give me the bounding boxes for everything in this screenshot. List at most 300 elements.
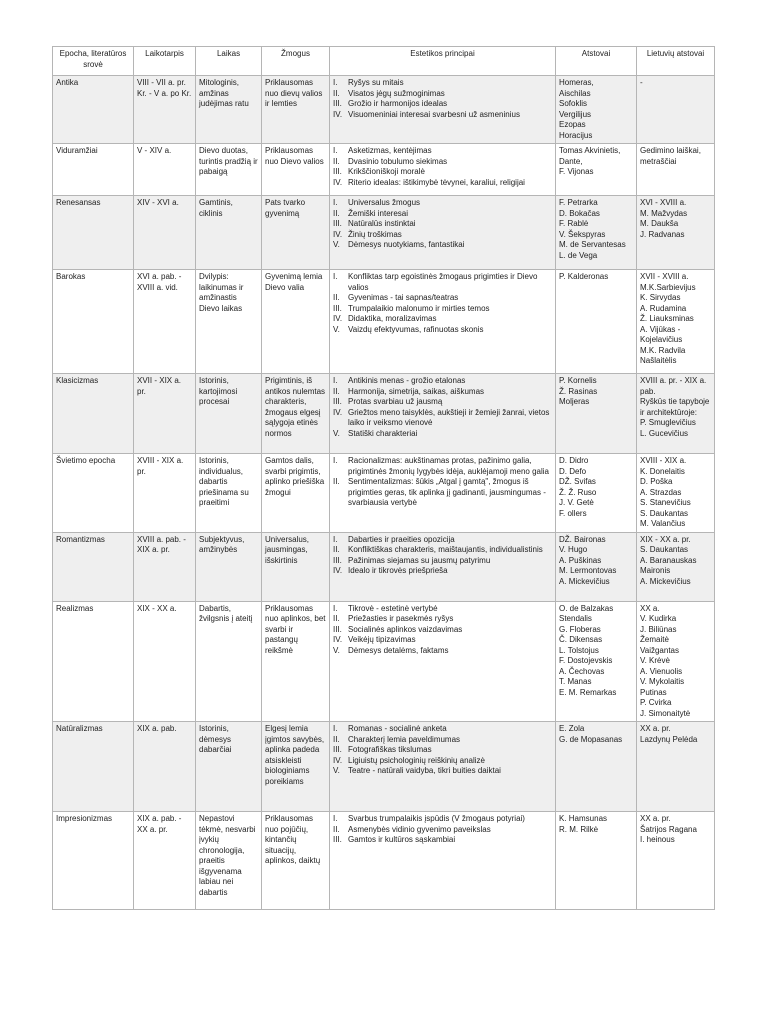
representative-name: Ž. Ž. Ruso (559, 487, 597, 497)
lt-representative-name: L. Gucevičius (640, 428, 689, 438)
principle-item (333, 604, 552, 615)
laikas-cell: Subjektyvus, amžinybės (196, 532, 262, 601)
principle-item (333, 735, 552, 746)
literature-epochs-table (52, 46, 715, 910)
principle-number: I. (333, 456, 338, 465)
principle-number: IV. (333, 635, 343, 644)
representative-name: A. Mickevičius (559, 576, 610, 586)
lt-representative-name: V. Krėvė (640, 656, 670, 665)
principle-item (333, 745, 552, 756)
principle-text: Konfliktiškas charakteris, maištaujantis, individualistinis (348, 545, 543, 554)
principle-item (333, 219, 552, 230)
principles-list (333, 724, 552, 777)
principai-cell (330, 76, 556, 144)
principle-number: III. (333, 555, 342, 565)
representative-name: P. Kalderonas (559, 272, 609, 281)
laikotarpis-cell: V - XIV a. (134, 144, 196, 196)
representative-name: E. M. Remarkas (559, 687, 617, 697)
principle-number: II. (333, 614, 340, 623)
principle-text: Romanas - socialinė anketa (348, 724, 447, 733)
lt-representative-name: Ž. Liauksminas (640, 314, 694, 323)
principle-number: IV. (333, 229, 343, 239)
col-header-laikas: Laikas (196, 47, 262, 76)
lt-representative-name: J. Radvanas (640, 229, 685, 239)
principle-text: Asmenybės vidinio gyvenimo paveikslas (348, 824, 491, 834)
representative-name: G. Floberas (559, 624, 601, 634)
laikotarpis-cell: XIV - XVI a. (134, 196, 196, 270)
laikas-cell: Istorinis, individualus, dabartis priešinama su praeitimi (196, 454, 262, 533)
principle-text: Charakterį lemia paveldimumas (348, 734, 461, 744)
principle-text: Krikščioniškoji moralė (348, 167, 425, 176)
principle-number: III. (333, 397, 342, 406)
lt-representative-name: P. Smuglevičius (640, 418, 696, 427)
epocha-cell: Barokas (53, 270, 134, 374)
representative-name: J. V. Getė (559, 498, 594, 507)
principai-cell (330, 601, 556, 722)
lt-atstovai-cell (637, 270, 715, 374)
representative-name: DŽ. Baironas (559, 534, 606, 544)
representative-name: A. Puškinas (559, 555, 602, 565)
lt-atstovai-cell (637, 374, 715, 454)
atstovai-cell (556, 144, 637, 196)
laikotarpis-cell: XIX - XX a. (134, 601, 196, 722)
zmogus-cell: Priklausomas nuo Dievo valios (262, 144, 330, 196)
principle-text: Konfliktas tarp egoistinės žmogaus prigimties ir Dievo valios (348, 272, 538, 292)
principles-list (333, 604, 552, 657)
principle-item (333, 477, 552, 509)
representative-name: Aischilas (559, 88, 591, 98)
principle-item (333, 304, 552, 315)
principles-list (333, 198, 552, 251)
principai-cell (330, 532, 556, 601)
principle-text: Dėmesys nuotykiams, fantastikai (348, 240, 465, 249)
epocha-cell: Švietimo epocha (53, 454, 134, 533)
representative-name: F. Vijonas (559, 167, 594, 176)
principles-list (333, 456, 552, 509)
atstovai-cell (556, 532, 637, 601)
representative-name: L. Tolstojus (559, 645, 599, 655)
principle-item (333, 625, 552, 636)
representative-name: Č. Dikensas (559, 635, 603, 644)
principle-number: V. (333, 240, 340, 249)
principles-list (333, 78, 552, 120)
representative-name: O. de Balzakas (559, 603, 614, 613)
principle-item (333, 167, 552, 178)
lt-representative-name: A. Strazdas (640, 487, 682, 497)
principle-number: III. (333, 167, 342, 176)
representative-name: Horacijus (559, 130, 593, 140)
principle-number: II. (333, 88, 340, 98)
zmogus-cell: Priklausomas nuo dievų valios ir lemties (262, 76, 330, 144)
representative-name: E. Zola (559, 724, 585, 733)
lt-representative-name: XVIII - XIX a. (640, 456, 687, 465)
laikas-cell: Dabartis, žvilgsnis į ateitį (196, 601, 262, 722)
principle-item (333, 535, 552, 546)
principle-number: III. (333, 624, 342, 634)
lt-representative-name: Vaižgantas (640, 645, 679, 655)
laikotarpis-cell: XVI a. pab. - XVIII a. vid. (134, 270, 196, 374)
representative-name: P. Kornelis (559, 376, 597, 385)
representative-name: F. Rablė (559, 219, 589, 228)
principle-text: Gamtos ir kultūros sąskambiai (348, 835, 456, 844)
representative-name: Homeras, (559, 78, 594, 87)
principle-number: V. (333, 324, 340, 334)
representative-name: D. Bokačas (559, 208, 600, 218)
representative-name: F. Petrarka (559, 198, 598, 207)
col-header-atstovai: Atstovai (556, 47, 637, 76)
principai-cell (330, 270, 556, 374)
representative-name: L. de Vega (559, 250, 598, 260)
atstovai-cell (556, 374, 637, 454)
lt-representative-name: Gedimino laiškai, metraščiai (640, 146, 701, 166)
principle-text: Statiški charakteriai (348, 428, 418, 438)
principle-item (333, 110, 552, 121)
principle-item (333, 766, 552, 777)
principle-text: Didaktika, moralizavimas (348, 314, 437, 323)
representative-name: D. Didro (559, 456, 589, 465)
principle-number: II. (333, 477, 340, 486)
principle-number: I. (333, 376, 338, 385)
epocha-cell: Impresionizmas (53, 812, 134, 910)
principle-item (333, 614, 552, 625)
laikas-cell: Istorinis, dėmesys dabarčiai (196, 722, 262, 812)
lt-representative-name: XX a. pr. (640, 814, 671, 823)
atstovai-cell (556, 270, 637, 374)
principle-item (333, 566, 552, 577)
principle-number: II. (333, 156, 340, 166)
principle-text: Dvasinio tobulumo siekimas (348, 156, 448, 166)
table-row (53, 196, 715, 270)
representative-name: M. Lermontovas (559, 566, 617, 575)
laikotarpis-cell: XVII - XIX a. pr. (134, 374, 196, 454)
zmogus-cell: Pats tvarko gyvenimą (262, 196, 330, 270)
atstovai-cell (556, 722, 637, 812)
principle-text: Priežasties ir pasekmės ryšys (348, 614, 454, 623)
table-row (53, 374, 715, 454)
principle-number: I. (333, 146, 338, 155)
principle-item (333, 397, 552, 408)
lt-atstovai-cell (637, 454, 715, 533)
principle-item (333, 635, 552, 646)
lt-atstovai-cell (637, 601, 715, 722)
principle-number: V. (333, 645, 340, 655)
lt-representative-name: M. Mažvydas (640, 208, 688, 218)
principle-number: III. (333, 745, 342, 754)
epocha-cell: Realizmas (53, 601, 134, 722)
principai-cell (330, 454, 556, 533)
laikas-cell: Istorinis, kartojimosi procesai (196, 374, 262, 454)
lt-atstovai-cell (637, 812, 715, 910)
principle-text: Ryšys su mitais (348, 78, 404, 87)
table-row (53, 76, 715, 144)
col-header-lt-atstovai: Lietuvių atstovai (637, 47, 715, 76)
principle-text: Antikinis menas - grožio etalonas (348, 376, 466, 385)
col-header-epocha: Epocha, literatūros srovė (53, 47, 134, 76)
principle-text: Griežtos meno taisyklės, aukštieji ir žemieji žanrai, vietos laiko ir veiksmo vienovė (348, 407, 550, 427)
principle-text: Asketizmas, kentėjimas (348, 146, 432, 155)
lt-representative-name: XVI - XVIII a. (640, 198, 687, 207)
principle-item (333, 209, 552, 220)
lt-representative-name: Maironis (640, 566, 671, 575)
principle-number: IV. (333, 407, 343, 417)
lt-representative-name: M.K. Radvila Našlaitėlis (640, 345, 686, 365)
lt-atstovai-cell (637, 196, 715, 270)
principle-number: IV. (333, 755, 343, 765)
principle-text: Natūralūs instinktai (348, 219, 416, 228)
principle-item (333, 646, 552, 657)
representative-name: D. Defo (559, 466, 587, 476)
principle-text: Riterio idealas: ištikimybė tėvynei, karaliui, religijai (348, 177, 525, 187)
principle-number: II. (333, 824, 340, 834)
lt-representative-name: P. Cvirka (640, 698, 672, 707)
lt-representative-name: K. Donelaitis (640, 466, 685, 476)
col-header-laikotarpis: Laikotarpis (134, 47, 196, 76)
principle-item (333, 724, 552, 735)
principle-number: V. (333, 766, 340, 775)
laikas-cell: Mitologinis, amžinas judėjimas ratu (196, 76, 262, 144)
lt-representative-name: V. Kudirka (640, 614, 677, 623)
epocha-cell: Viduramžiai (53, 144, 134, 196)
lt-representative-name: I. heinous (640, 835, 675, 844)
representative-name: Stendalis (559, 614, 592, 623)
principle-number: II. (333, 545, 340, 554)
principle-number: II. (333, 734, 340, 744)
principle-text: Trumpalaikio malonumo ir mirties temos (348, 303, 490, 313)
lt-representative-name: A. Vijūkas - Kojelavičius (640, 324, 683, 344)
atstovai-cell (556, 76, 637, 144)
lt-representative-name: - (640, 78, 643, 87)
representative-name: F. ollers (559, 508, 587, 518)
table-row (53, 454, 715, 533)
principle-text: Gyvenimas - tai sapnas/teatras (348, 293, 459, 302)
table-body (53, 76, 715, 910)
laikas-cell: Gamtinis, ciklinis (196, 196, 262, 270)
principle-text: Universalus žmogus (348, 198, 421, 207)
lt-atstovai-cell (637, 76, 715, 144)
principle-number: I. (333, 272, 338, 281)
laikotarpis-cell: XIX a. pab. (134, 722, 196, 812)
lt-atstovai-cell (637, 722, 715, 812)
lt-representative-name: S. Stanevičius (640, 498, 691, 507)
principai-cell (330, 722, 556, 812)
lt-representative-name: S. Daukantas (640, 545, 689, 554)
principle-item (333, 325, 552, 336)
representative-name: Vergilijus (559, 109, 592, 119)
representative-name: K. Hamsunas (559, 814, 608, 823)
principle-item (333, 146, 552, 157)
principle-text: Ligiuistų psichologinių reiškinių analizė (348, 755, 485, 765)
table-row (53, 812, 715, 910)
lt-representative-name: D. Poška (640, 477, 673, 486)
principle-number: III. (333, 303, 342, 313)
lt-representative-name: A. Rudamina (640, 303, 687, 313)
table-row (53, 601, 715, 722)
principle-text: Žinių troškimas (348, 229, 402, 239)
lt-atstovai-cell (637, 532, 715, 601)
principle-text: Protas svarbiau už jausmą (348, 397, 443, 406)
principle-text: Teatre - natūrali vaidyba, tikri buities daiktai (348, 766, 501, 775)
principle-item (333, 429, 552, 440)
laikas-cell: Dievo duotas, turintis pradžią ir pabaigą (196, 144, 262, 196)
principai-cell (330, 144, 556, 196)
principle-item (333, 240, 552, 251)
principles-list (333, 376, 552, 439)
principle-number: I. (333, 724, 338, 733)
lt-representative-name: A. Mickevičius (640, 576, 691, 586)
representative-name: Dante, (559, 156, 583, 166)
principle-number: II. (333, 386, 340, 396)
principle-item (333, 376, 552, 387)
lt-representative-name: V. Mykolaitis Putinas (640, 677, 685, 697)
laikas-cell: Dvilypis: laikinumas ir amžinastis Dievo laikas (196, 270, 262, 374)
principle-item (333, 78, 552, 89)
principle-number: II. (333, 293, 340, 302)
lt-representative-name: J. Simonaitytė (640, 708, 691, 718)
laikas-cell: Nepastovi tėkmė, nesvarbi įvykių chronologija, praeitis išgyvenama labiau nei dabartis (196, 812, 262, 910)
col-header-zmogus: Žmogus (262, 47, 330, 76)
principle-text: Visuomeniniai interesai svarbesni už asmeninius (348, 109, 520, 119)
principle-text: Dėmesys detalėms, faktams (348, 645, 449, 655)
principle-item (333, 272, 552, 293)
representative-name: Ezopas (559, 120, 586, 129)
principle-item (333, 293, 552, 304)
table-row (53, 722, 715, 812)
principles-list (333, 814, 552, 846)
representative-name: Ž. Rasinas (559, 386, 598, 396)
principle-text: Idealo ir tikrovės priešprieša (348, 566, 448, 575)
principle-text: Pažinimas siejamas su jausmų patyrimu (348, 555, 491, 565)
principle-item (333, 825, 552, 836)
representative-name: M. de Servantesas (559, 240, 626, 249)
principle-item (333, 230, 552, 241)
principle-number: I. (333, 603, 338, 613)
lt-atstovai-cell (637, 144, 715, 196)
lt-representative-name: Žemaitė (640, 635, 669, 644)
zmogus-cell: Gyvenimą lemia Dievo valia (262, 270, 330, 374)
lt-representative-name: K. Sirvydas (640, 293, 681, 302)
header-row (53, 47, 715, 76)
laikotarpis-cell: VIII - VII a. pr. Kr. - V a. po Kr. (134, 76, 196, 144)
representative-name: A. Čechovas (559, 666, 605, 676)
representative-name: F. Dostojevskis (559, 656, 613, 665)
laikotarpis-cell: XIX a. pab. - XX a. pr. (134, 812, 196, 910)
representative-name: V. Šekspyras (559, 229, 606, 239)
lt-representative-name: Šatrijos Ragana (640, 824, 697, 834)
zmogus-cell: Priklausomas nuo aplinkos, bet svarbi ir pastangų reikšmė (262, 601, 330, 722)
principle-text: Veikėjų tipizavimas (348, 635, 416, 644)
table-row (53, 270, 715, 374)
principle-text: Tikrovė - estetinė vertybė (348, 603, 438, 613)
principle-text: Racionalizmas: aukštinamas protas, pažinimo galia, prigimtinės žmonių lygybės idėja, auklėjamoji meno galia (348, 456, 549, 476)
representative-name: DŽ. Svifas (559, 477, 596, 486)
principle-text: Harmonija, simetrija, saikas, aiškumas (348, 386, 485, 396)
principle-item (333, 89, 552, 100)
representative-name: Moljeras (559, 397, 590, 406)
lt-representative-name: Lazdynų Pelėda (640, 734, 698, 744)
atstovai-cell (556, 196, 637, 270)
principle-text: Dabarties ir praeities opozicija (348, 534, 455, 544)
zmogus-cell: Priklausomas nuo pojūčių, kintančių situacijų, aplinkos, daiktų (262, 812, 330, 910)
principai-cell (330, 374, 556, 454)
table-row (53, 532, 715, 601)
atstovai-cell (556, 601, 637, 722)
principle-number: II. (333, 208, 340, 218)
lt-representative-name: M. Valančius (640, 519, 686, 528)
principle-number: III. (333, 835, 342, 844)
lt-representative-name: A. Vienuolis (640, 666, 683, 676)
lt-representative-name: Ryškūs tie tapyboje ir architektūroje: (640, 397, 710, 417)
representative-name: T. Manas (559, 677, 592, 686)
principle-number: IV. (333, 314, 343, 323)
principles-list (333, 146, 552, 188)
atstovai-cell (556, 454, 637, 533)
lt-representative-name: M.K.Sarbievijus (640, 282, 696, 292)
representative-name: Sofoklis (559, 99, 588, 108)
representative-name: Tomas Akvinietis, (559, 146, 621, 155)
representative-name: G. de Mopasanas (559, 734, 623, 744)
principle-item (333, 545, 552, 556)
principle-item (333, 178, 552, 189)
epocha-cell: Natūralizmas (53, 722, 134, 812)
principle-item (333, 556, 552, 567)
representative-name: R. M. Rilkė (559, 824, 599, 834)
principle-item (333, 99, 552, 110)
laikotarpis-cell: XVIII a. pab. - XIX a. pr. (134, 532, 196, 601)
principles-list (333, 535, 552, 577)
principle-number: IV. (333, 177, 343, 187)
epocha-cell: Klasicizmas (53, 374, 134, 454)
principle-number: III. (333, 99, 342, 108)
principle-item (333, 835, 552, 846)
lt-representative-name: XX a. pr. (640, 724, 671, 733)
lt-representative-name: XX a. (640, 603, 660, 613)
principle-text: Visatos jėgų sužmoginimas (348, 88, 445, 98)
principle-item (333, 756, 552, 767)
principai-cell (330, 812, 556, 910)
principle-text: Sentimentalizmas: šūkis „Atgal į gamtą", žmogus iš prigimties geras, tik aplinka jį gadinanti, jausmingumas - svarbiausia vertybė (348, 477, 546, 507)
lt-representative-name: A. Baranauskas (640, 555, 697, 565)
principle-number: III. (333, 219, 342, 228)
principle-text: Fotografiškas tikslumas (348, 745, 432, 754)
principle-text: Grožio ir harmonijos idealas (348, 99, 448, 108)
lt-representative-name: J. Biliūnas (640, 624, 677, 634)
zmogus-cell: Elgesį lemia įgimtos savybės, aplinka padeda atsiskleisti biologiniams poreikiams (262, 722, 330, 812)
principle-number: IV. (333, 566, 343, 575)
principle-text: Vaizdų efektyvumas, rafinuotas skonis (348, 324, 484, 334)
lt-representative-name: XVII - XVIII a. (640, 272, 689, 281)
principle-item (333, 408, 552, 429)
principle-item (333, 456, 552, 477)
zmogus-cell: Gamtos dalis, svarbi prigimtis, aplinko priešiška žmogui (262, 454, 330, 533)
zmogus-cell: Prigimtinis, iš antikos nulemtas charakteris, žmogaus elgesį sąlygoja etinės normos (262, 374, 330, 454)
epocha-cell: Renesansas (53, 196, 134, 270)
principle-number: I. (333, 814, 338, 823)
table-row (53, 144, 715, 196)
lt-representative-name: S. Daukantas (640, 508, 689, 518)
principle-item (333, 157, 552, 168)
principle-text: Svarbus trumpalaikis įspūdis (V žmogaus potyriai) (348, 814, 525, 823)
col-header-principai: Estetikos principai (330, 47, 556, 76)
lt-representative-name: M. Daukša (640, 219, 679, 228)
principai-cell (330, 196, 556, 270)
principles-list (333, 272, 552, 335)
principle-number: I. (333, 198, 338, 207)
atstovai-cell (556, 812, 637, 910)
lt-representative-name: XVIII a. pr. - XIX a. pab. (640, 376, 707, 396)
epocha-cell: Antika (53, 76, 134, 144)
epocha-cell: Romantizmas (53, 532, 134, 601)
principle-text: Socialinės aplinkos vaizdavimas (348, 624, 463, 634)
